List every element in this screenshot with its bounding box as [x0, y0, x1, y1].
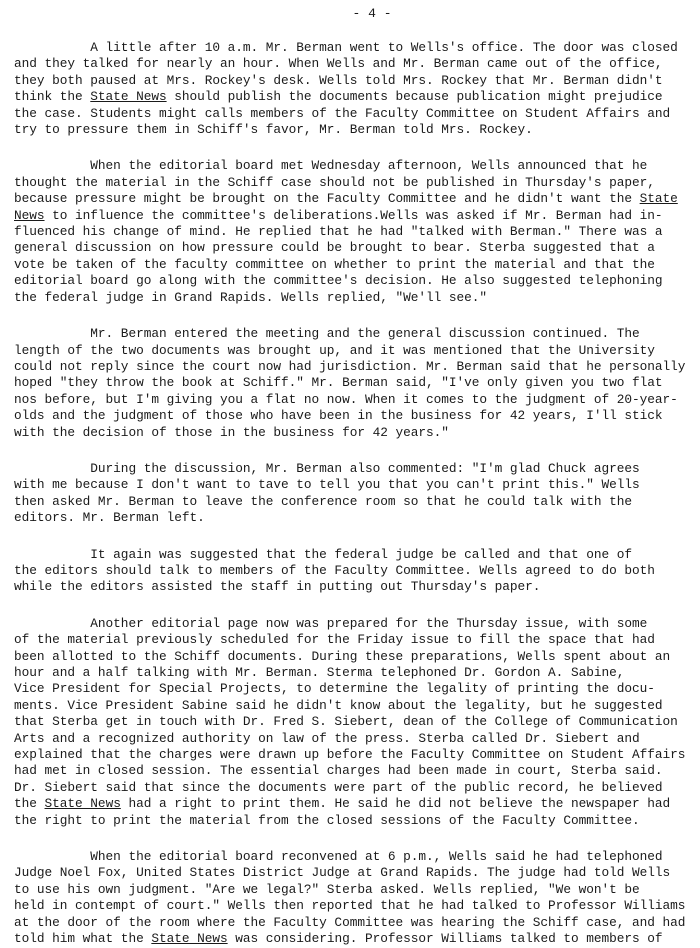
- text-segment: Judge Noel Fox, United States District Judge at Grand Rapids. The judge had told Wells: [14, 865, 671, 881]
- text-segment: was considering. Professor Williams talked to members of: [227, 931, 663, 947]
- text-segment: hoped "they throw the book at Schiff." Mr. Berman said, "I've only given you two flat: [14, 375, 663, 391]
- text-line: [14, 290, 690, 306]
- text-line: [14, 240, 690, 256]
- text-line: [14, 616, 690, 632]
- text-segment: held in contempt of court." Wells then reported that he had talked to Professor Williams: [14, 898, 686, 914]
- text-segment: of the material previously scheduled for the Friday issue to fill the space that had: [14, 632, 655, 648]
- underlined-text: State News: [151, 931, 228, 947]
- text-line: [14, 408, 690, 424]
- text-segment: been allotted to the Schiff documents. During these preparations, Wells spent about an: [14, 648, 671, 664]
- text-line: [14, 698, 690, 714]
- text-line: [14, 106, 690, 122]
- text-segment: the case. Students might calls members of the Faculty Committee on Student Affairs and: [14, 105, 671, 121]
- text-segment: Another editorial page now was prepared for the Thursday issue, with some: [14, 615, 648, 631]
- text-segment: had a right to print them. He said he did not believe the newspaper had: [120, 796, 671, 812]
- text-segment: editorial board go along with the committee's decision. He also suggested telephoning: [14, 273, 663, 289]
- text-line: [14, 865, 690, 881]
- text-line: [14, 763, 690, 779]
- paragraph: [14, 547, 690, 596]
- paragraph: [14, 158, 690, 306]
- text-line: [14, 375, 690, 391]
- text-line: [14, 224, 690, 240]
- text-line: [14, 780, 690, 796]
- text-segment: When the editorial board reconvened at 6 p.m., Wells said he had telephoned: [14, 849, 663, 865]
- text-line: [14, 73, 690, 89]
- text-segment: Dr. Siebert said that since the documents were part of the public record, he believed: [14, 779, 663, 795]
- text-segment: olds and the judgment of those who have been in the business for 42 years, I'll stick: [14, 408, 663, 424]
- text-line: [14, 747, 690, 763]
- text-line: [14, 547, 690, 563]
- text-line: [14, 392, 690, 408]
- text-segment: explained that the charges were drawn up before the Faculty Committee on Student Affairs: [14, 747, 686, 763]
- text-segment: had met in closed session. The essential charges had been made in court, Sterba said.: [14, 763, 663, 779]
- text-segment: general discussion on how pressure could be brought to bear. Sterba suggested that a: [14, 240, 655, 256]
- text-segment: the federal judge in Grand Rapids. Wells replied, "We'll see.": [14, 289, 488, 305]
- text-line: [14, 122, 690, 138]
- text-segment: with the decision of those in the business for 42 years.": [14, 424, 449, 440]
- text-line: [14, 882, 690, 898]
- underlined-text: News: [14, 207, 45, 223]
- text-line: [14, 158, 690, 174]
- text-line: [14, 425, 690, 441]
- text-segment: Vice President for Special Projects, to determine the legality of printing the docu-: [14, 681, 655, 697]
- text-segment: to use his own judgment. "Are we legal?" Sterba asked. Wells replied, "We won't be: [14, 881, 640, 897]
- text-line: [14, 477, 690, 493]
- text-segment: Mr. Berman entered the meeting and the general discussion continued. The: [14, 326, 640, 342]
- text-line: [14, 649, 690, 665]
- text-segment: because pressure might be brought on the Faculty Committee and he didn't want the: [14, 191, 640, 207]
- text-line: [14, 796, 690, 812]
- text-line: [14, 681, 690, 697]
- text-line: [14, 257, 690, 273]
- text-line: [14, 579, 690, 595]
- text-segment: When the editorial board met Wednesday afternoon, Wells announced that he: [14, 158, 648, 174]
- text-line: [14, 461, 690, 477]
- text-line: [14, 915, 690, 931]
- paragraph: [14, 849, 690, 947]
- text-segment: editors. Mr. Berman left.: [14, 510, 205, 526]
- paragraph: [14, 326, 690, 441]
- text-segment: nos before, but I'm giving you a flat no now. When it comes to the judgment of 20-year-: [14, 391, 678, 407]
- text-line: [14, 359, 690, 375]
- text-segment: that Sterba get in touch with Dr. Fred S. Siebert, dean of the College of Communication: [14, 714, 678, 730]
- text-segment: think the: [14, 89, 91, 105]
- paragraph: [14, 616, 690, 829]
- text-segment: fluenced his change of mind. He replied that he had "talked with Berman." There was a: [14, 224, 663, 240]
- paragraph: [14, 461, 690, 527]
- text-segment: thought the material in the Schiff case should not be published in Thursday's paper,: [14, 174, 655, 190]
- text-segment: then asked Mr. Berman to leave the conference room so that he could talk with the: [14, 493, 632, 509]
- text-segment: Arts and a recognized authority on law of the press. Sterba called Dr. Siebert and: [14, 730, 640, 746]
- text-line: [14, 494, 690, 510]
- text-segment: try to pressure them in Schiff's favor, Mr. Berman told Mrs. Rockey.: [14, 122, 533, 138]
- text-line: [14, 931, 690, 947]
- text-line: [14, 510, 690, 526]
- text-segment: ments. Vice President Sabine said he didn't know about the legality, but he suggested: [14, 697, 663, 713]
- paragraph: [14, 40, 690, 138]
- text-line: [14, 273, 690, 289]
- text-segment: told him what the: [14, 931, 152, 947]
- text-line: [14, 563, 690, 579]
- text-segment: could not reply since the court now had jurisdiction. Mr. Berman said that he personally: [14, 358, 686, 374]
- text-segment: they both paused at Mrs. Rockey's desk. Wells told Mrs. Rockey that Mr. Berman didn't: [14, 72, 663, 88]
- text-line: [14, 731, 690, 747]
- text-segment: the right to print the material from the closed sessions of the Faculty Committee.: [14, 812, 640, 828]
- text-segment: hour and a half talking with Mr. Berman. Sterma telephoned Dr. Gordon A. Sabine,: [14, 665, 625, 680]
- text-line: [14, 175, 690, 191]
- text-line: [14, 191, 690, 207]
- text-line: [14, 632, 690, 648]
- underlined-text: State News: [90, 89, 167, 105]
- text-line: [14, 56, 690, 72]
- underlined-text: State News: [44, 796, 121, 812]
- text-line: [14, 813, 690, 829]
- text-segment: During the discussion, Mr. Berman also commented: "I'm glad Chuck agrees: [14, 460, 640, 476]
- text-segment: at the door of the room where the Faculty Committee was hearing the Schiff case, and had: [14, 914, 686, 930]
- text-line: [14, 849, 690, 865]
- text-segment: while the editors assisted the staff in putting out Thursday's paper.: [14, 579, 541, 595]
- underlined-text: State: [639, 191, 678, 207]
- text-segment: and they talked for nearly an hour. When Wells and Mr. Berman came out of the office,: [14, 56, 663, 72]
- text-segment: length of the two documents was brought up, and it was mentioned that the University: [14, 342, 655, 358]
- text-segment: with me because I don't want to tave to tell you that you can't print this." Wells: [14, 477, 640, 493]
- body-text: [14, 40, 690, 948]
- text-segment: the editors should talk to members of the Faculty Committee. Wells agreed to do both: [14, 562, 655, 578]
- text-line: [14, 208, 690, 224]
- text-segment: A little after 10 a.m. Mr. Berman went to Wells's office. The door was closed: [14, 40, 678, 55]
- text-segment: vote be taken of the faculty committee on whether to print the material and that the: [14, 256, 655, 272]
- text-segment: should publish the documents because publication might prejudice: [166, 89, 663, 105]
- text-line: [14, 714, 690, 730]
- text-line: [14, 665, 690, 681]
- text-segment: to influence the committee's deliberations.Wells was asked if Mr. Berman had in-: [44, 207, 663, 223]
- text-segment: It again was suggested that the federal judge be called and that one of: [14, 546, 632, 562]
- text-line: [14, 326, 690, 342]
- text-line: [14, 343, 690, 359]
- page-number: - 4 -: [352, 6, 392, 21]
- text-line: [14, 898, 690, 914]
- text-line: [14, 89, 690, 105]
- text-line: [14, 40, 690, 56]
- text-segment: the: [14, 796, 45, 812]
